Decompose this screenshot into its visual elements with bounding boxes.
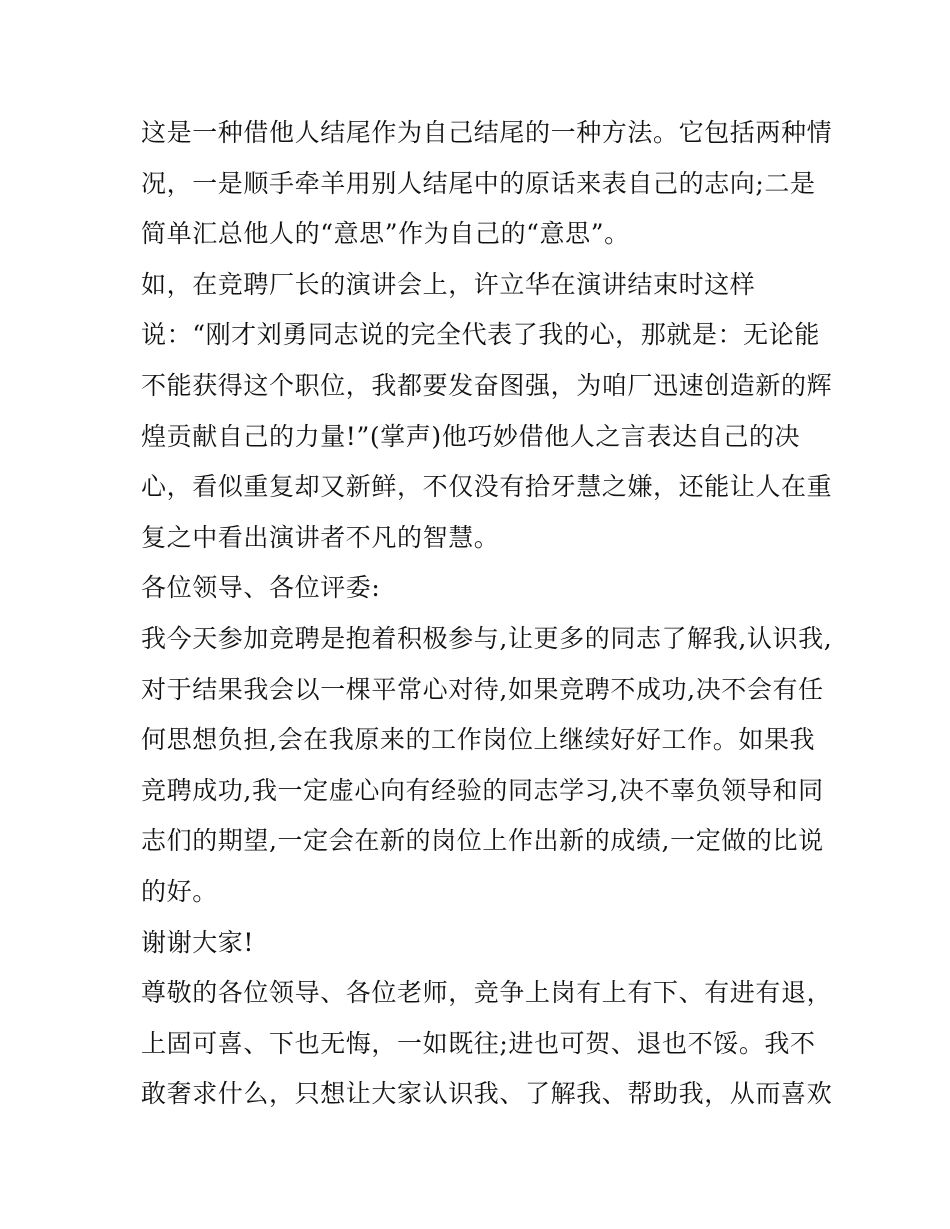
text-line: 谢谢大家! bbox=[141, 927, 255, 957]
text-line: 煌贡献自己的力量!”(掌声)他巧妙借他人之言表达自己的决 bbox=[141, 421, 801, 451]
text-line: 对于结果我会以一棵平常心对待,如果竞聘不成功,决不会有任 bbox=[141, 674, 824, 704]
text-line: 的好。 bbox=[141, 876, 218, 906]
text-line: 尊敬的各位领导、各位老师，竞争上岗有上有下、有进有退， bbox=[141, 978, 833, 1008]
text-line: 志们的期望,一定会在新的岗位上作出新的成绩,一定做的比说 bbox=[141, 826, 824, 856]
text-line: 我今天参加竞聘是抱着积极参与,让更多的同志了解我,认识我, bbox=[141, 623, 833, 653]
text-line: 竞聘成功,我一定虚心向有经验的同志学习,决不辜负领导和同 bbox=[141, 775, 824, 805]
text-line: 况，一是顺手牵羊用别人结尾中的原话来表自己的志向;二是 bbox=[141, 168, 816, 198]
text-line: 上固可喜、下也无悔，一如既往;进也可贺、退也不馁。我不 bbox=[141, 1028, 816, 1058]
text-line: 说：“刚才刘勇同志说的完全代表了我的心，那就是：无论能 bbox=[141, 320, 820, 350]
document-body bbox=[141, 108, 833, 1120]
text-line: 简单汇总他人的“意思”作为自己的“意思”。 bbox=[141, 219, 630, 249]
text-line: 复之中看出演讲者不凡的智慧。 bbox=[141, 522, 500, 552]
text-line: 这是一种借他人结尾作为自己结尾的一种方法。它包括两种情 bbox=[141, 118, 833, 147]
text-line: 各位领导、各位评委: bbox=[141, 573, 381, 603]
text-line: 何思想负担,会在我原来的工作岗位上继续好好工作。如果我 bbox=[141, 725, 816, 755]
text-line: 心，看似重复却又新鲜，不仅没有拾牙慧之嫌，还能让人在重 bbox=[141, 472, 833, 502]
text-line: 如，在竞聘厂长的演讲会上，许立华在演讲结束时这样 bbox=[141, 269, 756, 299]
text-line: 敢奢求什么，只想让大家认识我、了解我、帮助我，从而喜欢 bbox=[141, 1079, 833, 1109]
text-line: 不能获得这个职位，我都要发奋图强，为咱厂迅速创造新的辉 bbox=[141, 370, 833, 400]
